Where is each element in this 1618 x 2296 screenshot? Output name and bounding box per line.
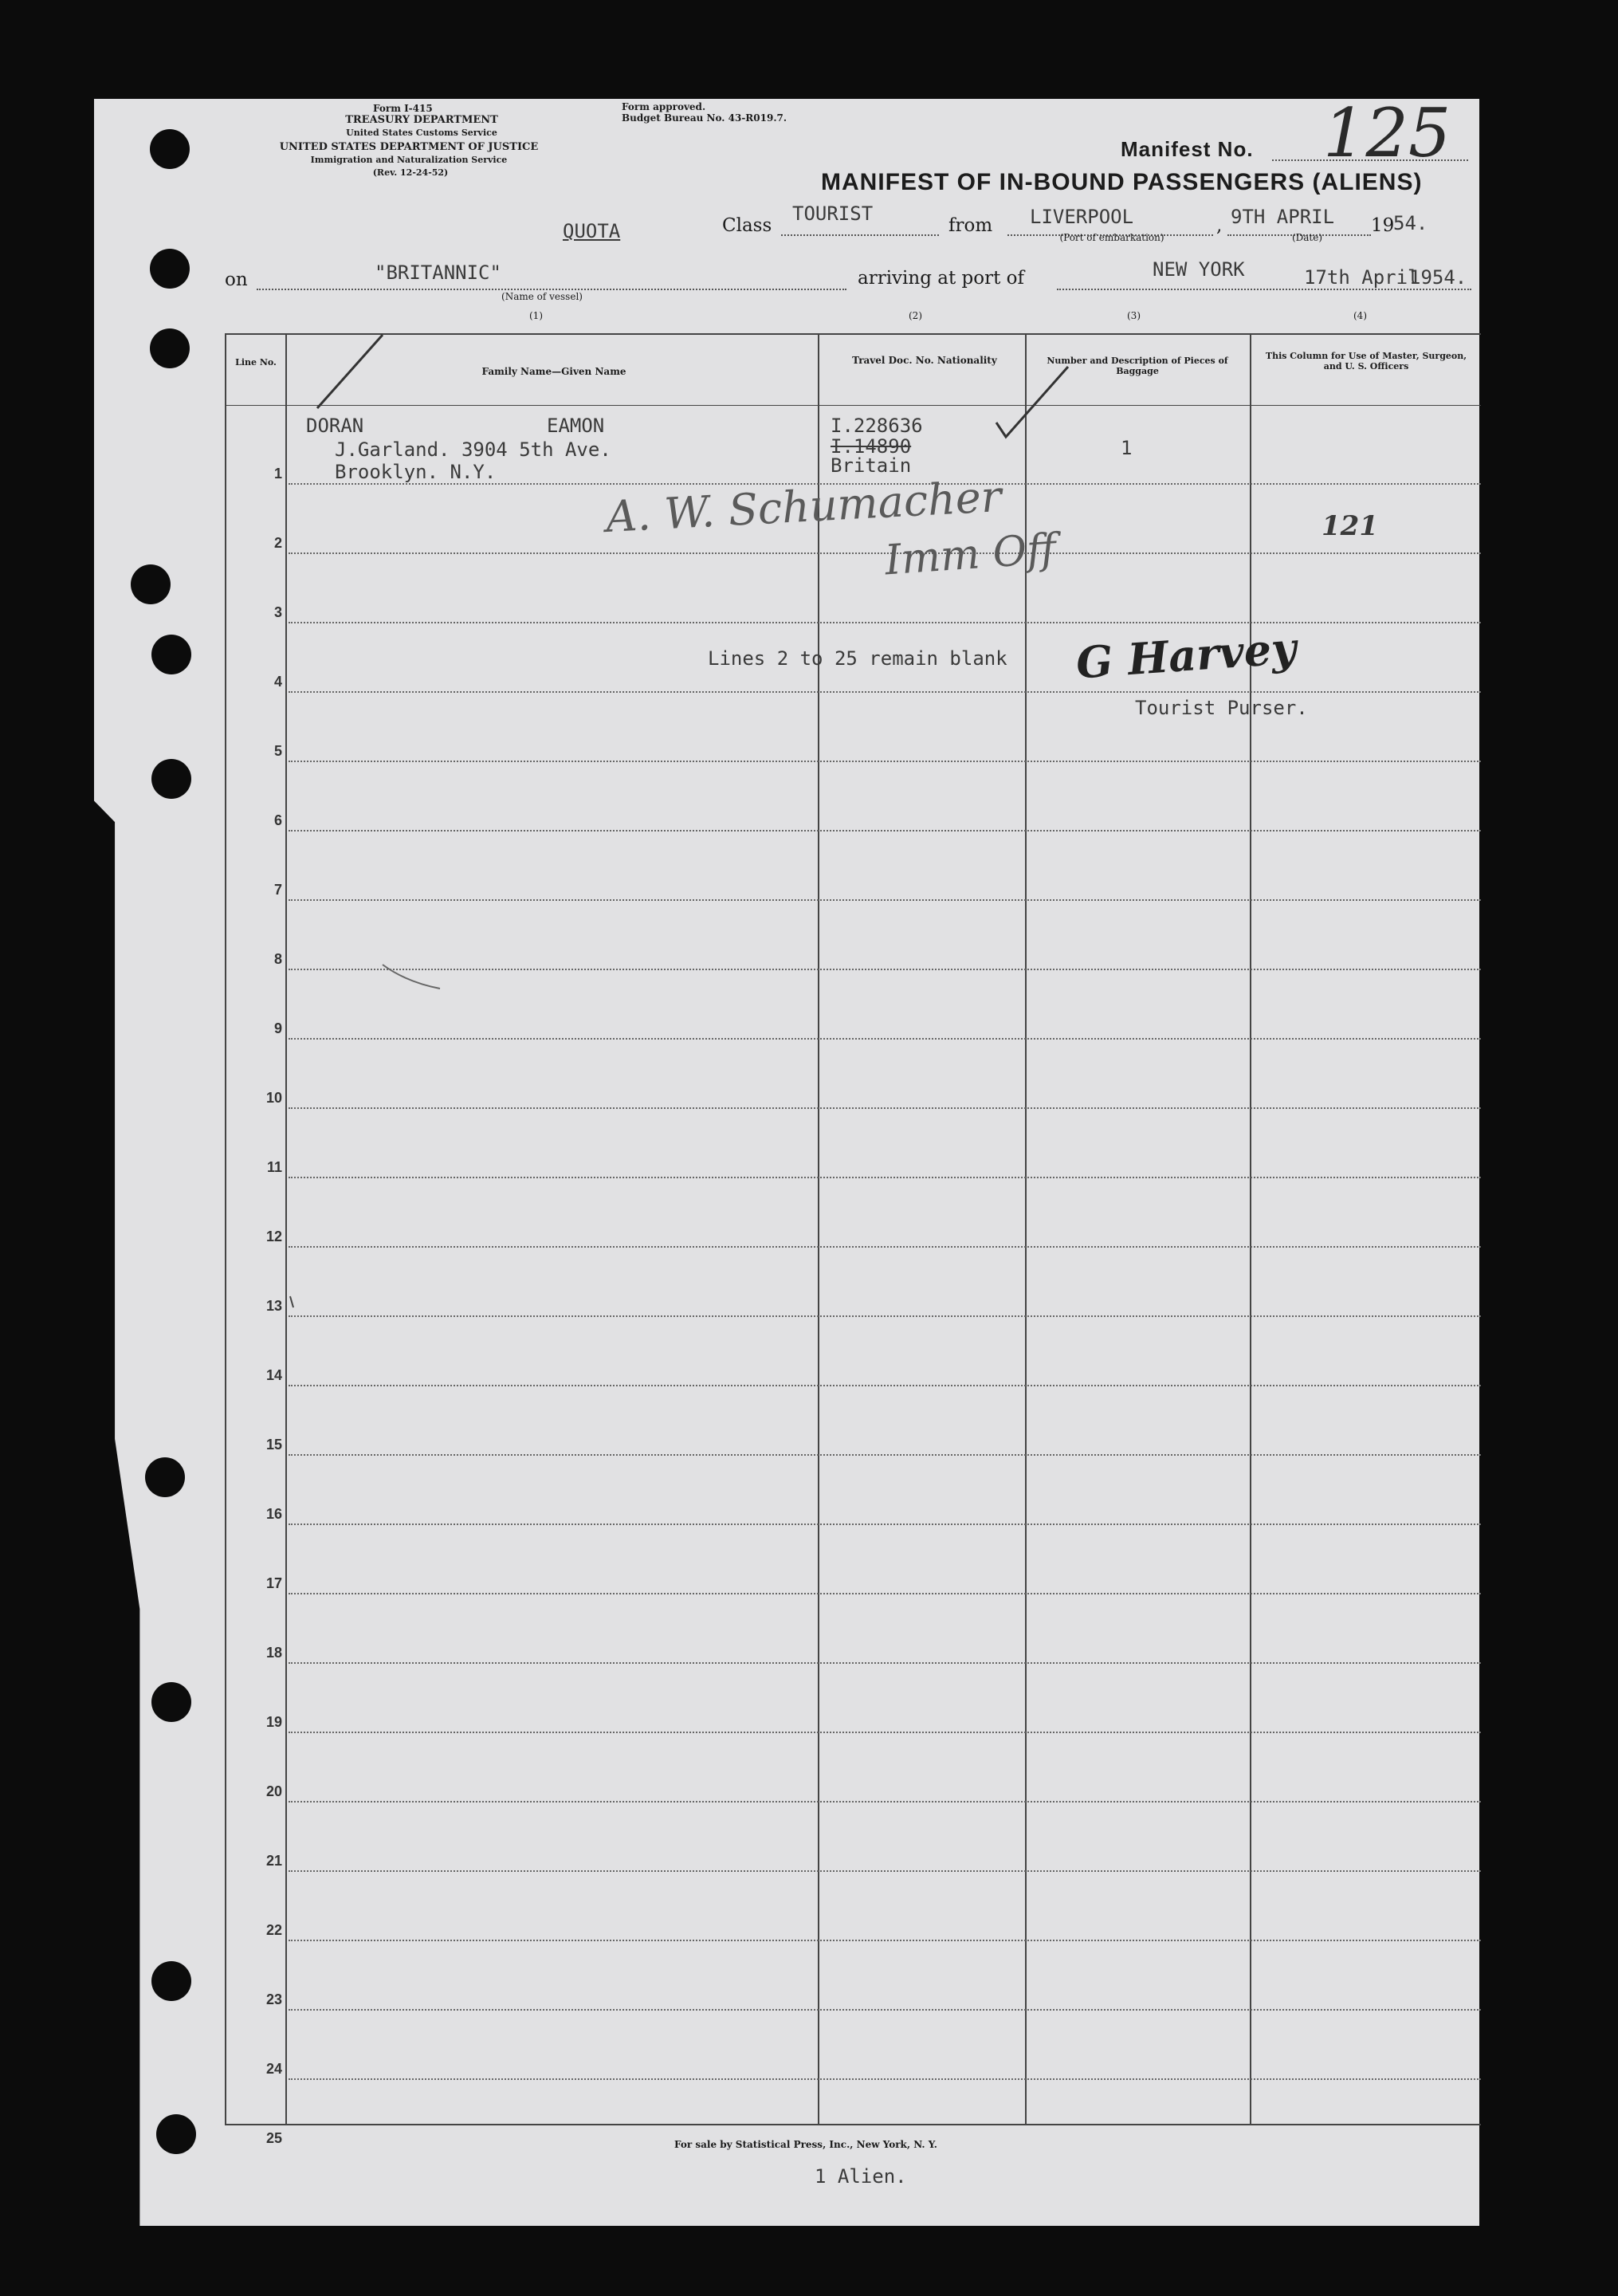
header-officers: This Column for Use of Master, Surgeon, and U. S. Officers — [1265, 351, 1467, 372]
purser-title: Tourist Purser. — [1135, 697, 1308, 719]
address-line-1: J.Garland. 3904 5th Ave. — [335, 438, 611, 461]
vessel-name: "BRITANNIC" — [375, 261, 501, 284]
arriving-label: arriving at port of — [858, 268, 1024, 289]
travel-doc-no: I.228636 — [831, 415, 923, 437]
line-number: 23 — [265, 1991, 282, 2007]
given-name: EAMON — [547, 415, 605, 437]
manifest-title: MANIFEST OF IN-BOUND PASSENGERS (ALIENS) — [821, 169, 1423, 195]
officer-signature: A. W. Schumacher — [604, 471, 1003, 542]
on-label: on — [225, 269, 248, 290]
line-number: 17 — [265, 1575, 282, 1591]
justice-dept: UNITED STATES DEPARTMENT OF JUSTICE — [279, 141, 539, 153]
year-prefix: 19 — [1371, 215, 1395, 236]
line-number: 3 — [273, 604, 282, 620]
col-marker-1: (1) — [529, 310, 543, 321]
line-number: 8 — [273, 951, 282, 967]
arrival-port: NEW YORK — [1153, 258, 1245, 281]
line-number: 7 — [273, 882, 282, 898]
manifest-label: Manifest No. — [1121, 137, 1254, 161]
line-number: 13 — [265, 1298, 282, 1314]
address-line-2: Brooklyn. N.Y. — [335, 461, 497, 483]
line-number: 1 — [273, 466, 282, 482]
from-label: from — [948, 215, 993, 236]
col-marker-4: (4) — [1353, 310, 1367, 321]
check-mark-1 — [317, 335, 383, 408]
line-number: 14 — [265, 1367, 282, 1383]
line-number: 16 — [265, 1506, 282, 1522]
budget-bureau: Budget Bureau No. 43-R019.7. — [622, 112, 787, 124]
treasury-dept: TREASURY DEPARTMENT — [345, 114, 498, 126]
arrival-year: 1954. — [1409, 266, 1467, 289]
header-travel-doc: Travel Doc. No. Nationality — [852, 355, 997, 366]
officer-signature-title: Imm Off — [883, 525, 1058, 585]
quota-stamp: QUOTA — [563, 220, 621, 242]
line-number: 21 — [265, 1853, 282, 1869]
printer-note: For sale by Statistical Press, Inc., New York, N. Y. — [674, 2139, 937, 2150]
header-line-no: Line No. — [235, 357, 277, 368]
class-value: TOURIST — [792, 202, 874, 225]
line-number: 22 — [265, 1922, 282, 1938]
embark-date: 9TH APRIL — [1231, 206, 1335, 228]
manifest-no: 125 — [1323, 94, 1451, 172]
baggage-count: 1 — [1121, 437, 1133, 459]
line-number: 20 — [265, 1783, 282, 1799]
line-number: 5 — [273, 743, 282, 759]
line-number: 9 — [273, 1020, 282, 1036]
header-baggage: Number and Description of Pieces of Baggage — [1047, 356, 1228, 376]
line-number: 6 — [273, 812, 282, 828]
port-caption: (Port of embarkation) — [1059, 232, 1164, 243]
officer-note: 121 — [1321, 510, 1378, 542]
ins-service: Immigration and Naturalization Service — [310, 155, 508, 165]
family-name: DORAN — [306, 415, 364, 437]
date-caption: (Date) — [1291, 232, 1323, 243]
year-suffix: 54. — [1393, 212, 1428, 234]
form-approved: Form approved. — [622, 101, 706, 112]
remark-blank-lines: Lines 2 to 25 remain blank — [708, 647, 1007, 670]
port-embarkation: LIVERPOOL — [1030, 206, 1134, 228]
total-aliens: 1 Alien. — [815, 2165, 907, 2188]
arrival-date: 17th April — [1304, 266, 1420, 289]
vessel-caption: (Name of vessel) — [501, 291, 583, 302]
customs-service: United States Customs Service — [346, 128, 497, 138]
line-number: 19 — [265, 1714, 282, 1730]
header-name: Family Name—Given Name — [481, 366, 626, 377]
line-number: 11 — [266, 1159, 282, 1175]
line-number: 12 — [265, 1229, 282, 1244]
line-number: 10 — [265, 1090, 282, 1106]
stray-mark — [383, 965, 440, 989]
line-number: 4 — [273, 674, 282, 690]
line-number: 15 — [265, 1437, 282, 1453]
tick-13 — [290, 1296, 293, 1307]
col-marker-2: (2) — [909, 310, 922, 321]
check-mark-2 — [996, 367, 1068, 437]
nationality: Britain — [831, 454, 912, 477]
purser-signature: G Harvey — [1074, 622, 1298, 689]
line-number: 24 — [265, 2061, 282, 2077]
line-number: 2 — [273, 535, 282, 551]
revision: (Rev. 12-24-52) — [372, 167, 449, 178]
class-label: Class — [722, 215, 772, 236]
line-number: 18 — [265, 1645, 282, 1661]
travel-doc-struck: I.14890 — [831, 435, 912, 458]
line-number: 25 — [265, 2130, 282, 2146]
form-number: Form I-415 — [373, 103, 433, 114]
comma: , — [1216, 215, 1223, 236]
col-marker-3: (3) — [1127, 310, 1141, 321]
